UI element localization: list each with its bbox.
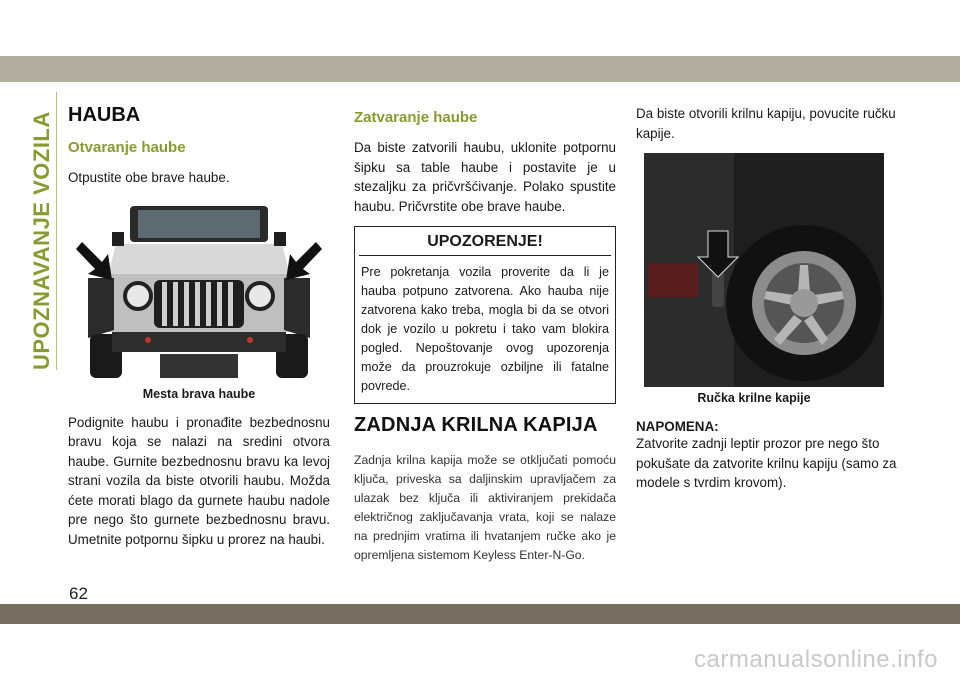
subtitle-hood-close: Zatvaranje haube (354, 109, 478, 126)
liftgate-image (644, 153, 910, 387)
hood-open-instructions: Podignite haubu i pronađite bezbednosnu bravu koja se nalazi na sredini otvora haube. Gurnite bezbednosnu bravu ka levoj strani vozila da biste otvorili haubu. Možda ćete morati blago da gurnete haubu nadole pre nego što gurnete bezbednosnu bravu. Umetnite potpornu šipku u prorez na haubi. (68, 414, 330, 547)
hood-close-instructions: Da biste zatvorili haubu, uklonite potpornu šipku sa table haube i postavite je u stezaljku za pričvršćivanje. Polako spustite haubu. Pričvrstite obe brave haube. (354, 140, 616, 214)
hood (108, 244, 290, 276)
note-label: NAPOMENA: (636, 419, 719, 434)
warning-text: Pre pokretanja vozila proverite da li je hauba potpuno zatvorena. Ako hauba nije zatvorena kako treba, mogla bi da se otvori dok je vozilo u pokretu i tako vam blokira pogled. Nepoštovanje ovog upozorenja može da prouzrokuje ozbiljne ili fatalne povrede. (361, 265, 609, 393)
liftgate-intro: Da biste otvorili krilnu kapiju, povucite ručku kapije. (636, 106, 896, 141)
right-tow-hook (247, 337, 253, 343)
hood-image-caption: Mesta brava haube (142, 386, 256, 401)
liftgate-description: Zadnja krilna kapija može se otključati pomoću ključa, priveska sa daljinskim upravljačem za ulazak bez ključa ili aktiviranjem prekidača električnog zaključavanja vrata, koji se nalaze na prednjim vratima ili hvatanjem ručke ako je opremljena sistemom Keyless Enter-N-Go. (354, 453, 616, 562)
left-fender (88, 278, 114, 338)
footer-band (0, 604, 960, 624)
windshield (138, 210, 260, 238)
side-section-label: UPOZNAVANJE VOZILA (29, 111, 54, 370)
page-title: HAUBA (68, 104, 141, 126)
left-headlight (125, 283, 151, 309)
note-text: Zatvorite zadnji leptir prozor pre nego što pokušate da zatvorite krilnu kapiju (samo za modele s tvrdim krovom). (636, 436, 897, 490)
front-bumper (112, 332, 286, 352)
left-tow-hook (145, 337, 151, 343)
header-band (0, 56, 960, 82)
right-fender (284, 278, 310, 338)
right-latch-arrow-icon (286, 242, 322, 280)
side-divider (56, 92, 57, 370)
footer-watermark: carmanualsonline.info (694, 646, 938, 673)
warning-title: UPOZORENJE! (359, 227, 611, 256)
wheel-hub (790, 289, 818, 317)
column-liftgate (636, 104, 902, 503)
skid-plate (160, 354, 238, 378)
jeep-front-image (68, 198, 330, 383)
tail-light (648, 263, 698, 297)
column-hood-opening (68, 104, 330, 559)
hood-open-intro: Otpustite obe brave haube. (68, 170, 230, 185)
left-mirror (112, 232, 124, 246)
subtitle-hood-open: Otvaranje haube (68, 139, 186, 156)
grille (154, 280, 244, 328)
right-mirror (274, 232, 286, 246)
left-latch-arrow-icon (76, 242, 112, 280)
right-headlight (247, 283, 273, 309)
warning-box (354, 226, 616, 404)
column-hood-closing (354, 104, 616, 565)
page-number: 62 (69, 584, 88, 603)
section-title-liftgate: ZADNJA KRILNA KAPIJA (354, 414, 598, 436)
liftgate-image-caption: Ručka krilne kapije (697, 391, 811, 405)
